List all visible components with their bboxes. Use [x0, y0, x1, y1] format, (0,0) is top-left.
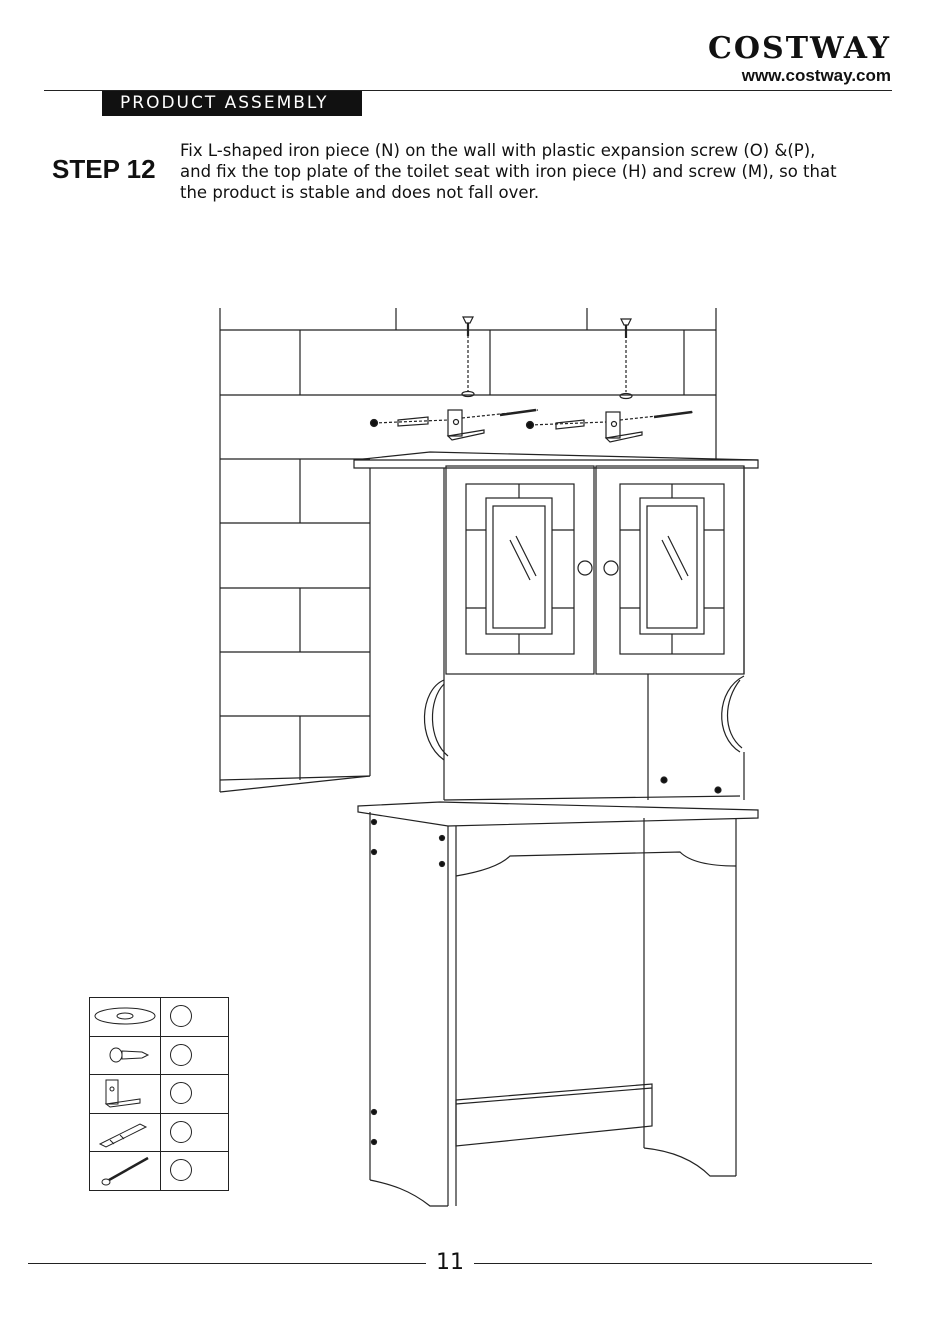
part-id-circle: [170, 1082, 192, 1104]
instruction-line: the product is stable and does not fall over.: [180, 183, 540, 202]
expansion-anchor-icon: [90, 1114, 161, 1152]
top-hardware: [374, 317, 694, 442]
instruction-line: and fix the top plate of the toilet seat with iron piece (H) and screw (M), so that: [180, 162, 837, 181]
page-number: 11: [436, 1250, 464, 1275]
brand-logo: COSTWAY: [708, 31, 891, 66]
parts-row: [89, 1074, 229, 1113]
part-id-circle: [170, 1159, 192, 1181]
parts-table: [89, 997, 229, 1191]
short-screw-icon: [90, 1037, 161, 1075]
brand-url: www.costway.com: [741, 66, 891, 85]
parts-row: [89, 1151, 229, 1191]
step-label: STEP 12: [52, 154, 156, 184]
part-id-circle: [170, 1005, 192, 1027]
long-screw-icon: [90, 1152, 161, 1190]
toilet-shelf: [358, 802, 758, 1206]
parts-row: [89, 1036, 229, 1075]
section-banner: PRODUCT ASSEMBLY: [102, 91, 362, 116]
part-id-circle: [170, 1121, 192, 1143]
l-bracket-icon: [90, 1075, 161, 1113]
instruction-line: Fix L-shaped iron piece (N) on the wall with plastic expansion screw (O) &(P),: [180, 141, 816, 160]
footer-rule-right: [474, 1263, 872, 1264]
upper-cabinet: [370, 466, 744, 800]
washer-icon: [90, 998, 161, 1036]
part-id-circle: [170, 1044, 192, 1066]
parts-row: [89, 997, 229, 1036]
footer-rule-left: [28, 1263, 426, 1264]
parts-row: [89, 1113, 229, 1152]
